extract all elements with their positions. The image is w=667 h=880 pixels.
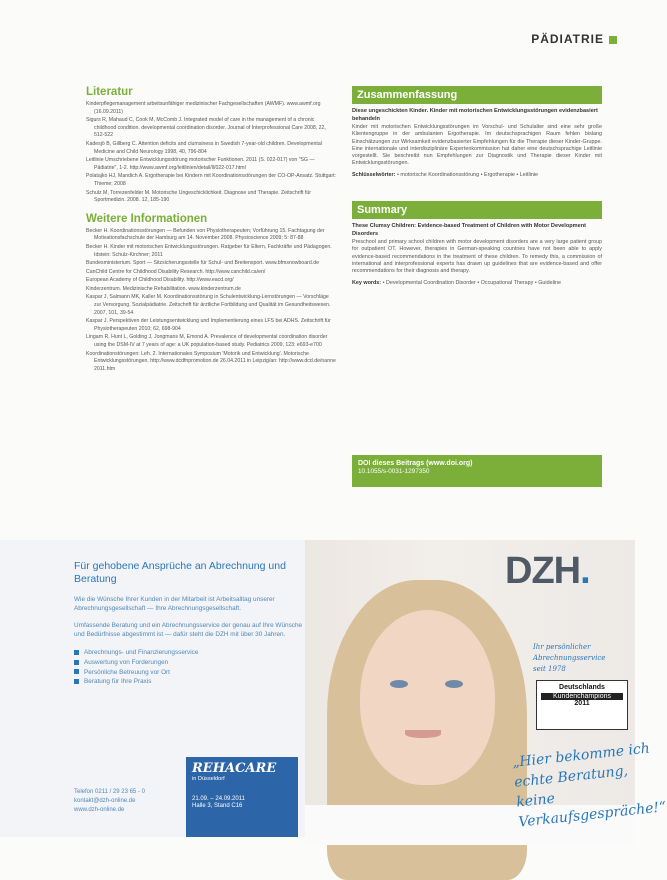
reference-item: Koordinationstörungen: Leh. 2. Internationales Symposium 'Motorik und Entwicklung'. Motorische Entwicklungsstörungen. http://www.dcdfnpromotion.de 26.04.2011 in Leipzig/an: http://www.dcd.de/nanne 2011.htm bbox=[86, 350, 336, 372]
signature-text: Ihr persönlicher Abrechnungsservice seit 1978 bbox=[533, 643, 606, 673]
ad-contact bbox=[74, 788, 145, 815]
rehacare-box bbox=[186, 757, 298, 837]
literatur-list bbox=[86, 101, 336, 205]
zusammenfassung-body: Kinder mit motorischen Entwicklungsstörungen im Vorschul- und Schulalter sind eine sehr große Klientengruppe in der ambulanten Ergotherapie. Im deutschsprachigen Raum fehlen bislang Einschätzungen zur Wirksamkeit evidenzbasierter Empfehlungen für die Therapie dieser Kinder-Gruppe. Eine internationale und interdisziplinäre Expertenkommission hat daher eine deutschsprachige Leitlinie vorgestellt. Sie beschreibt nun Empfehlungen zur Diagnostik und Therapie dieser Kinder mit Entwicklungsstörungen. bbox=[352, 124, 602, 167]
references-column bbox=[86, 86, 336, 374]
reference-item: Bundesministerium. Sport — Sitzsicherungsstelle für Schul- und Breitensport. www.bfmsnowboard.de bbox=[86, 260, 319, 267]
ad-bullet: Auswertung von Forderungen bbox=[74, 658, 312, 668]
ad-bullet: Beratung für Ihre Praxis bbox=[74, 677, 312, 687]
face-shape bbox=[360, 610, 495, 785]
ad-paragraph: Umfassende Beratung und ein Abrechnungsservice der genau auf Ihre Wünsche und Bedürfnisse abgestimmt ist — dafür steht die DZH mit über 30 Jahren. bbox=[74, 622, 303, 638]
keywords-text: • motorische Koordinationsstörung • Ergotherapie • Leitlinie bbox=[396, 171, 539, 178]
reference-item: Schulz M, Torrezenfelder M. Motorische Ungeschicklichkeit. Diagnose und Therapie. Zeitschrift für Sportmedizin. 2008. 12, 185-190 bbox=[86, 189, 311, 204]
handwritten-quote: „Hier bekomme ich echte Beratung, keine Verkaufsgespräche!“ bbox=[511, 740, 667, 831]
section-label: PÄDIATRIE bbox=[531, 32, 604, 46]
mouth-shape bbox=[405, 730, 441, 738]
zusammenfassung-heading: Zusammenfassung bbox=[352, 86, 602, 104]
rehacare-subtitle: in Düsseldorf bbox=[192, 776, 225, 782]
rehacare-dates: 21.09. – 24.09.2011 bbox=[192, 796, 245, 802]
ad-photo bbox=[305, 540, 667, 837]
eye-shape bbox=[390, 680, 408, 688]
summary-keywords bbox=[352, 280, 602, 287]
reference-item: Kinderzentrum. Medizinische Rehabilitation. www.kinderzentrum.de bbox=[86, 285, 241, 292]
doi-number[interactable]: 10.1055/s-0031-1297350 bbox=[358, 468, 430, 475]
reference-item: Kadesjö B, Gillberg C. Attention deficits and clumsiness in Swedish 7-year-old children. Developmental Medicine and Child Neurology 1998, 40, 796-804 bbox=[86, 140, 322, 155]
reference-item: CanChild Centre for Childhood Disability Research. http://www.canchild.ca/en/ bbox=[86, 268, 266, 275]
summary-body: Preschool and primary school children with motor development disorders are a very large patient group for outpatient OT. However, therapies in German-speaking countries have not been able to apply evidence-based recommendations in the treatment of these children. To remedy this, a commission of international and interprofessional experts has drawn up guidelines that are evidence-based and offer recommendations for their diagnosis and therapy. bbox=[352, 239, 602, 275]
doi-box bbox=[352, 455, 602, 487]
reference-item: Sigurs R, Mahaud C, Cook M, McComb J. Integrated model of care in the management of a chronic childhood condition. developmental coordination disorder. Journal of Interprofessional Care 2008, 22, 512-522 bbox=[86, 117, 326, 139]
bullet-icon bbox=[74, 660, 79, 665]
ad-bullet: Persönliche Betreuung vor Ort bbox=[74, 668, 312, 678]
reference-item: Polatajko HJ, Mandich A. Ergotherapie bei Kindern mit Koordinationsstörungen der CO-OP-Ansatz. Stuttgart: Thieme; 2008 bbox=[86, 173, 336, 187]
rehacare-hall: Halle 3, Stand C16 bbox=[192, 803, 243, 809]
ad-email[interactable]: kontakt@dzh-online.de bbox=[74, 798, 136, 804]
bullet-icon bbox=[74, 650, 79, 655]
keywords-label: Key words: bbox=[352, 279, 382, 286]
dzh-logo: DZH. bbox=[505, 550, 590, 592]
reference-item: Leitlinie Umschriebene Entwicklungsstörung motorischer Funktionen. 2011 (S. 022-017) von "SG — Pädiatrie", 1-2. http://www.awmf.org/leitlinien/detail/ll/022-017.html bbox=[86, 157, 315, 171]
reference-item: Lingam R, Hunt L, Golding J, Jongmans M, Emond A. Prevalence of developmental coordination disorder using the DSM-IV at 7 years of age: a UK population-based study. Pediatrics 2009, 123: e693-e700 bbox=[86, 334, 328, 349]
section-header bbox=[531, 32, 617, 46]
reference-item: Kinderpflegemanagement arbeitsunfähiger medizinischer Fachgesellschaften (AWMF). www.awmf.org (16.09.2011) bbox=[86, 101, 321, 115]
award-seal: Deutschlands Kundenchampions 2011 bbox=[536, 680, 628, 730]
bullet-icon bbox=[74, 679, 79, 684]
ad-headline: Für gehobene Ansprüche an Abrechnung und Beratung bbox=[74, 560, 286, 585]
summary-heading: Summary bbox=[352, 201, 602, 219]
ad-phone[interactable]: Telefon 0211 / 29 23 65 - 0 bbox=[74, 789, 145, 795]
reference-item: European Academy of Childhood Disability. http://www.eacd.org/ bbox=[86, 277, 234, 284]
ad-paragraph: Wie die Wünsche Ihrer Kunden in der Mitarbeit ist Arbeitsalltag unserer Abrechnungsgesellschaft — Ihre Abrechnungsgesellschaft. bbox=[74, 596, 275, 612]
summary-subtitle: These Clumsy Children: Evidence-based Treatment of Children with Motor Development Disorders bbox=[352, 223, 587, 237]
literatur-heading: Literatur bbox=[86, 86, 133, 98]
doi-label: DOI dieses Beitrags (www.doi.org) bbox=[358, 460, 473, 467]
weitere-heading: Weitere Informationen bbox=[86, 212, 208, 225]
zusammenfassung-subtitle: Diese ungeschickten Kinder. Kinder mit motorischen Entwicklungsstörungen evidenzbasiert behandeln bbox=[352, 108, 598, 122]
ad-website[interactable]: www.dzh-online.de bbox=[74, 807, 125, 813]
section-marker bbox=[609, 36, 617, 44]
keywords-label: Schlüsselwörter: bbox=[352, 171, 396, 178]
reference-item: Becker H. Koordinationsstörungen — Befunden von Physiotherapeuten; Vorführung 15. Fachtagung der Motivationsfachschule der Hamburg am 14. November 2008. Physioscience 2009; 5: 87-88 bbox=[86, 227, 325, 242]
zusammenfassung-keywords bbox=[352, 172, 602, 179]
eye-shape bbox=[445, 680, 463, 688]
keywords-text: • Developmental Coordination Disorder • Occupational Therapy • Guideline bbox=[382, 279, 562, 286]
ad-bullet: Abrechnungs- und Finanzierungsservice bbox=[74, 648, 312, 658]
abstract-column bbox=[352, 86, 602, 287]
bullet-icon bbox=[74, 669, 79, 674]
weitere-list bbox=[86, 228, 336, 374]
advertisement bbox=[0, 540, 667, 837]
rehacare-title: REHACARE bbox=[192, 761, 277, 776]
reference-item: Kaspar J. Perspektiven der Leistungsentwicklung und Implementierung eines LFS bei ADHS. Zeitschrift für Physiotherapeuten 2010; 62, 698-904 bbox=[86, 318, 331, 332]
ad-text-block bbox=[74, 560, 312, 687]
reference-item: Becker H. Kinder mit motorischen Entwicklungsstörungen. Ratgeber für Eltern, Fachkräfte und Pädagogen. Idstein: Schulz-Kirchner; 2011 bbox=[86, 243, 332, 258]
reference-item: Kaspar J, Salmann MK, Kaller M. Koordinationsstörung in Schulentwicklung-Lernstörungen — Vorschläge zur Versorgung. Sozialpädiatrie. Zeitschrift für ärztliche Fortbildung und Qualität im Gesundheitswesen. 2007, 101, 39-54 bbox=[86, 294, 331, 316]
